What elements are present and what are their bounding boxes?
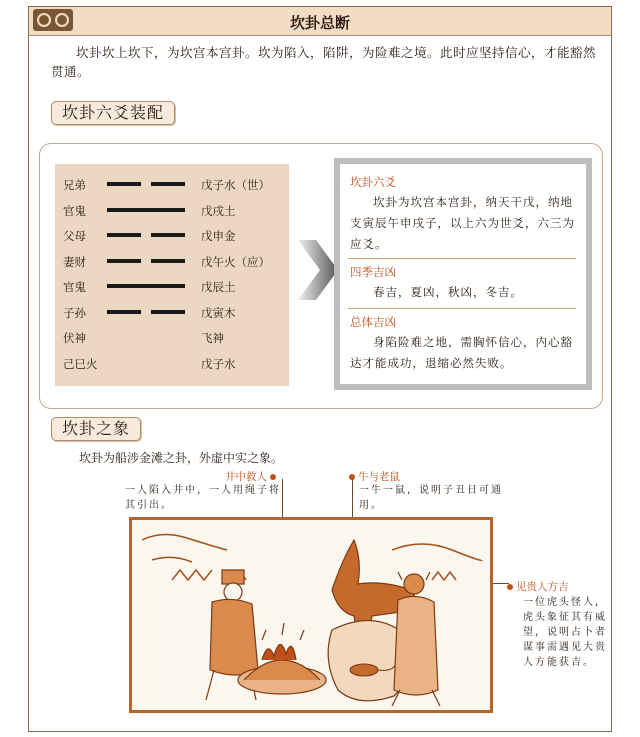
divider <box>348 308 576 309</box>
yin-line-segment <box>107 259 141 263</box>
zongti-text: 身陷险难之地，需胸怀信心，内心豁达才能成功，退缩必然失败。 <box>350 335 573 370</box>
yin-line-segment <box>151 310 185 314</box>
xiang-intro: 坎卦为船涉金滩之卦，外虚中实之象。 <box>79 451 284 465</box>
hexagram-row <box>55 200 289 220</box>
row-label: 戊子水 <box>201 356 236 371</box>
siji-title: 四季吉凶 <box>350 265 396 279</box>
row-label: 飞神 <box>201 331 224 345</box>
arrow-right-icon <box>298 240 338 300</box>
annotation-text-ox: 一牛一鼠，说明子丑日可通用。 <box>359 485 503 511</box>
title-bar <box>29 7 611 36</box>
row-relation: 兄弟 <box>63 178 86 192</box>
row-relation: 子孙 <box>63 305 86 320</box>
divider <box>348 258 576 259</box>
yin-line-segment <box>151 182 185 186</box>
row-relation: 父母 <box>63 229 86 243</box>
info-inner <box>340 164 586 384</box>
section-title-xiang: 坎卦之象 <box>51 417 141 441</box>
annotation-text-noble: 一位虎头怪人，虎头象征其有威望，说明占卜者谋事需遇见大贵人方能获吉。 <box>523 597 607 668</box>
section-title-liuyao: 坎卦六爻装配 <box>51 101 175 125</box>
hexagram-row <box>55 327 289 347</box>
info-box <box>334 158 592 390</box>
row-relation: 官鬼 <box>63 280 86 294</box>
row-label: 戊子水（世） <box>201 178 270 192</box>
row-label: 戊寅木 <box>201 305 236 320</box>
woodcut-illustration <box>129 517 493 713</box>
annotation-title-well: 井中救人 <box>225 469 276 484</box>
annotation-title-noble: 见贵人方吉 <box>507 579 569 594</box>
row-relation: 官鬼 <box>63 203 86 218</box>
hexagram-row <box>55 251 289 271</box>
yang-line <box>107 284 185 288</box>
yang-line <box>107 208 185 212</box>
hexagram-row <box>55 225 289 245</box>
yin-line-segment <box>107 182 141 186</box>
annotation-text-well: 一人陷入井中，一人用绳子将其引出。 <box>125 485 281 511</box>
intro-paragraph: 坎卦坎上坎下，为坎宫本宫卦。坎为陷入，陷阱，为险难之境。此时应坚持信心，才能豁然贯通。 <box>51 45 597 79</box>
hexagram-box <box>55 164 289 386</box>
liuyao-panel <box>39 143 603 409</box>
siji-text: 春吉，夏凶，秋凶，冬吉。 <box>373 285 523 299</box>
row-relation: 己巳火 <box>63 356 98 371</box>
yin-line-segment <box>107 233 141 237</box>
hexagram-row <box>55 174 289 194</box>
yin-line-segment <box>151 259 185 263</box>
woodcut-drawing <box>132 520 490 710</box>
zongti-title: 总体吉凶 <box>350 315 396 329</box>
row-label: 戊申金 <box>201 229 236 243</box>
page-title: 坎卦总断 <box>289 14 350 32</box>
yin-line-segment <box>107 310 141 314</box>
annotation-title-ox: 牛与老鼠 <box>349 469 400 484</box>
marker-dot-icon <box>270 474 276 480</box>
hexagram-row <box>55 276 289 296</box>
row-label: 戊戌土 <box>201 203 236 218</box>
row-relation: 伏神 <box>63 331 86 345</box>
row-relation: 妻财 <box>63 254 86 269</box>
row-label: 戊午火（应） <box>201 254 270 269</box>
page-frame <box>28 6 612 732</box>
row-label: 戊辰土 <box>201 280 236 294</box>
hexagram-row <box>55 302 289 322</box>
marker-dot-icon <box>507 584 513 590</box>
liuyao-info-text: 坎卦为坎宫本宫卦，纳天干戊，纳地支寅辰午申戌子，以上六为世爻，六三为应爻。 <box>350 195 575 251</box>
hexagram-row <box>55 353 289 373</box>
liuyao-info-title: 坎卦六爻 <box>350 175 396 189</box>
yin-line-segment <box>151 233 185 237</box>
